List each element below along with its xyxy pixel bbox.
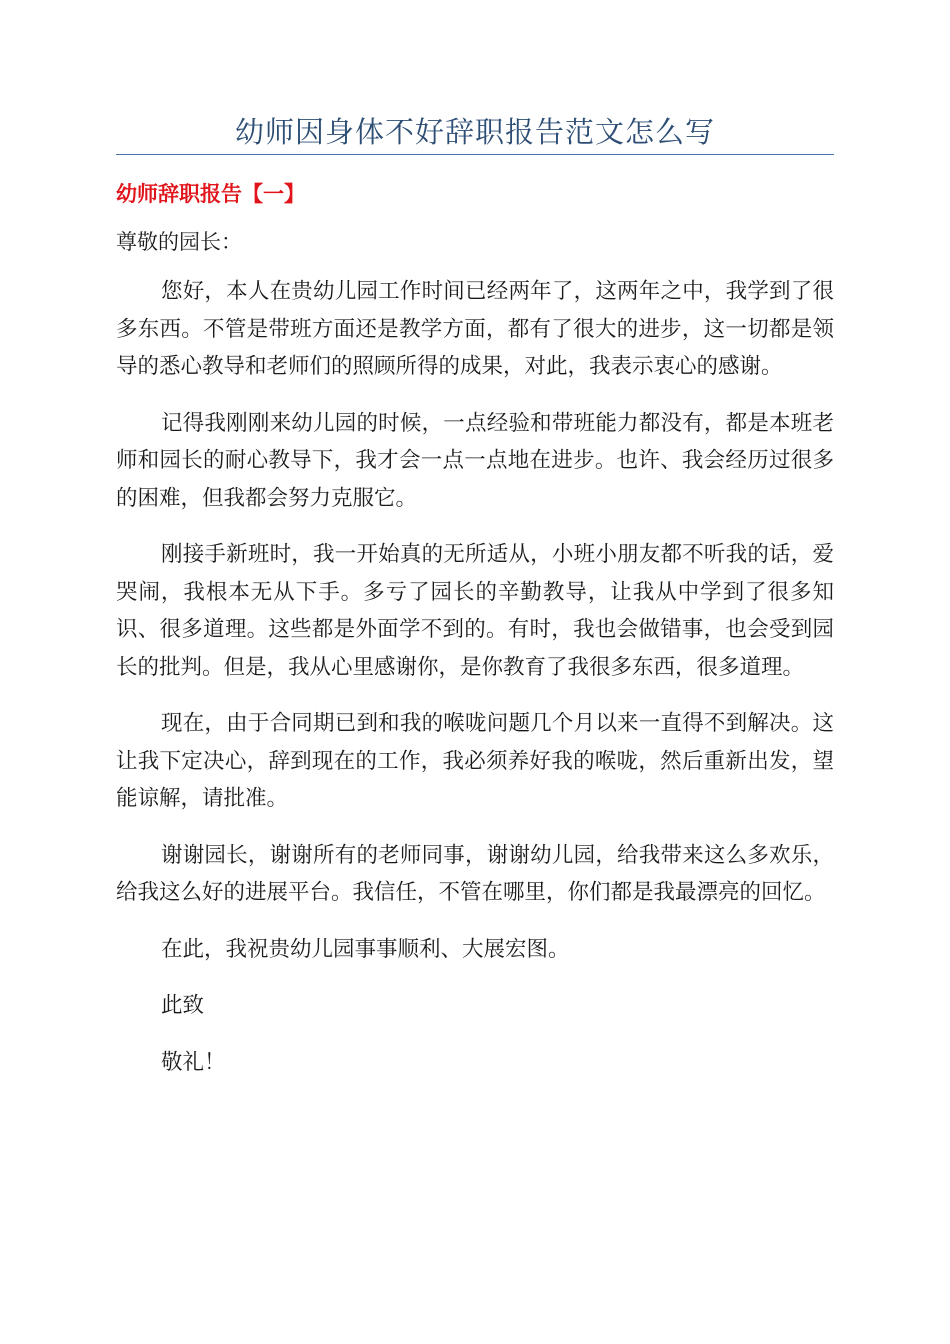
paragraph: 现在，由于合同期已到和我的喉咙问题几个月以来一直得不到解决。这让我下定决心，辞到现在的工作，我必须养好我的喉咙，然后重新出发，望能谅解，请批准。 bbox=[116, 711, 834, 811]
document-title: 幼师因身体不好辞职报告范文怎么写 bbox=[234, 115, 715, 149]
title-underline bbox=[116, 154, 834, 155]
paragraph: 谢谢园长，谢谢所有的老师同事，谢谢幼儿园，给我带来这么多欢乐，给我这么好的进展平台。我信任，不管在哪里，你们都是我最漂亮的回忆。 bbox=[116, 842, 834, 905]
paragraph: 记得我刚刚来幼儿园的时候，一点经验和带班能力都没有，都是本班老师和园长的耐心教导下，我才会一点一点地在进步。也许、我会经历过很多的困难，但我都会努力克服它。 bbox=[116, 410, 834, 511]
section-heading: 幼师辞职报告【一】 bbox=[116, 182, 305, 206]
paragraph: 刚接手新班时，我一开始真的无所适从，小班小朋友都不听我的话，爱哭闹，我根本无从下手。多亏了园长的辛勤教导，让我从中学到了很多知识、很多道理。这些都是外面学不到的。有时，我也会做错事，也会受到园长的批判。但是，我从心里感谢你，是你教育了我很多东西，很多道理。 bbox=[116, 542, 834, 680]
paragraph: 您好，本人在贵幼儿园工作时间已经两年了，这两年之中，我学到了很多东西。不管是带班方面还是教学方面，都有了很大的进步，这一切都是领导的悉心教导和老师们的照顾所得的成果，对此，我表示衷心的感谢。 bbox=[116, 279, 834, 379]
salutation: 尊敬的园长： bbox=[116, 230, 242, 254]
closing-salute: 敬礼！ bbox=[161, 1049, 226, 1075]
letter-body bbox=[116, 273, 834, 1100]
paragraph: 在此，我祝贵幼儿园事事顺利、大展宏图。 bbox=[161, 936, 570, 962]
closing-line: 此致 bbox=[161, 993, 205, 1018]
